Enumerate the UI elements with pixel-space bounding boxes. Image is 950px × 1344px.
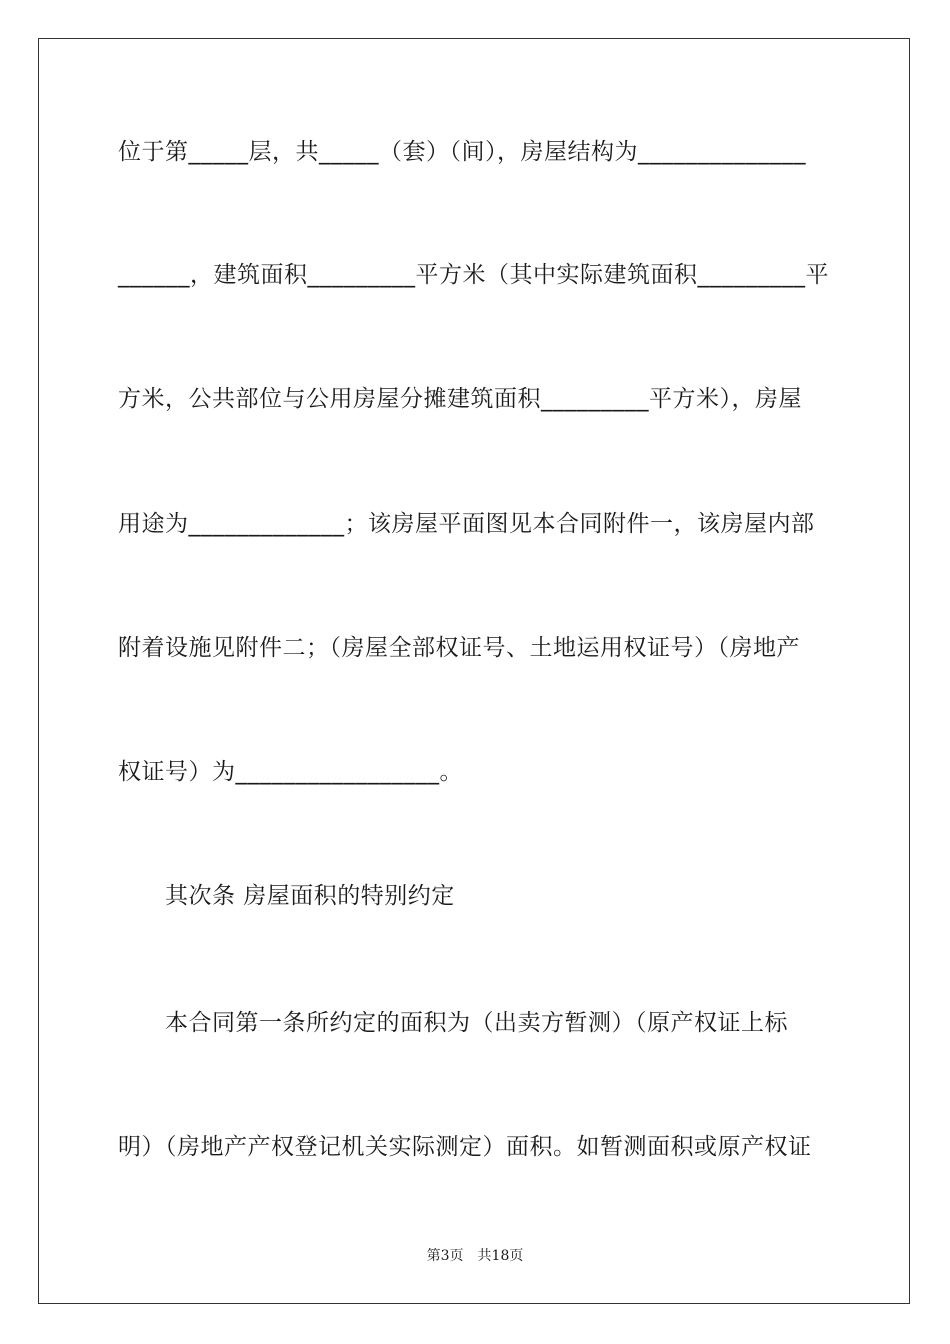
text-line-2: ______，建筑面积_________平方米（其中实际建筑面积_________平 (118, 262, 829, 288)
text-line-1: 位于第_____层，共_____（套）（间），房屋结构为______________ (118, 139, 806, 165)
paragraph-line-2: 明）（房地产产权登记机关实际测定）面积。如暂测面积或原产权证 (118, 1134, 812, 1160)
text-line-6: 权证号）为_________________。 (118, 759, 463, 785)
page-number: 第3页 共18页 (426, 1248, 524, 1264)
paragraph-line-1: 本合同第一条所约定的面积为（出卖方暂测）（原产权证上标 (165, 1010, 788, 1036)
page-border (38, 38, 910, 1304)
text-line-3: 方米，公共部位与公用房屋分摊建筑面积_________平方米），房屋 (118, 386, 802, 412)
text-line-4: 用途为_____________；该房屋平面图见本合同附件一，该房屋内部 (118, 511, 815, 537)
section-heading: 其次条 房屋面积的特别约定 (165, 883, 455, 909)
text-line-5: 附着设施见附件二；（房屋全部权证号、土地运用权证号）（房地产 (118, 635, 800, 661)
